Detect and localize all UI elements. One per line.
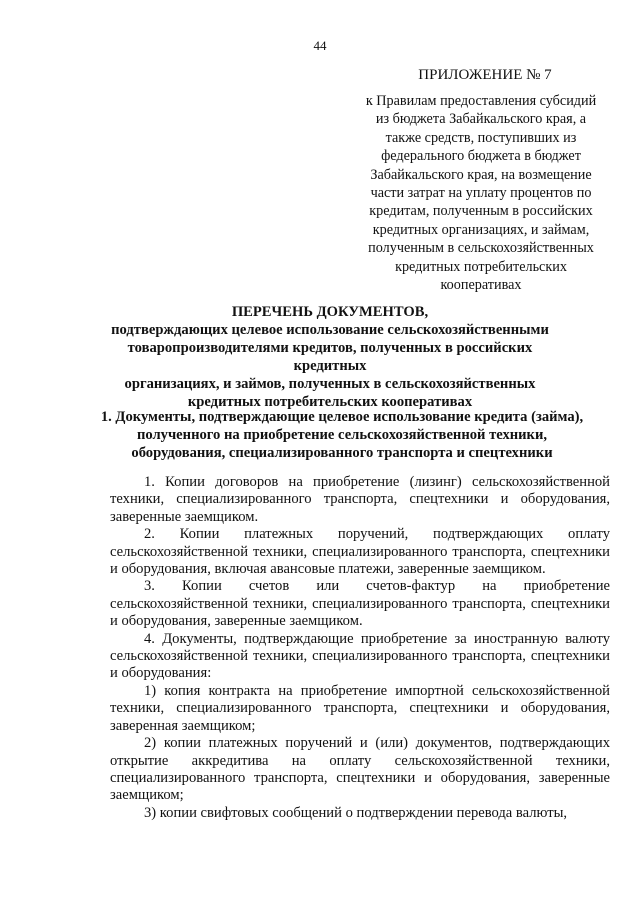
- section-heading: [100, 408, 584, 462]
- paragraph: 1. Копии договоров на приобретение (лизинг) сельскохозяйственной техники, специализированного транспорта, спецтехники и оборудования, заверенные заемщиком.: [110, 474, 610, 525]
- annex-subtitle-line: кредитных организациях, и займам,: [372, 221, 590, 238]
- document-heading: [100, 303, 560, 411]
- document-heading-line: организациях, и займов, полученных в сельскохозяйственных: [124, 376, 536, 392]
- section-heading-line: оборудования, специализированного транспорта и спецтехники: [131, 445, 553, 461]
- annex-subtitle-line: из бюджета Забайкальского края, а: [375, 111, 587, 128]
- paragraph: 4. Документы, подтверждающие приобретение за иностранную валюту сельскохозяйственной техники, специализированного транспорта, спецтехники и оборудования:: [110, 630, 610, 682]
- document-body: [110, 474, 610, 822]
- annex-subtitle-line: к Правилам предоставления субсидий: [365, 93, 597, 109]
- paragraph: 2) копии платежных поручений и (или) документов, подтверждающих открытие аккредитива на оплату сельскохозяйственной техники, специализированного транспорта, спецтехники и оборудования, заверенные заемщиком;: [110, 735, 610, 804]
- paragraph: 3) копии свифтовых сообщений о подтверждении перевода валюты,: [144, 804, 568, 821]
- paragraph: 3. Копии счетов или счетов-фактур на приобретение сельскохозяйственной техники, специализированного транспорта, спецтехники и оборудования, заверенные заемщиком.: [110, 578, 610, 630]
- annex-title: ПРИЛОЖЕНИЕ № 7: [418, 67, 552, 83]
- annex-subtitle-line: кредитам, полученным в российских: [369, 203, 593, 220]
- paragraph: 2. Копии платежных поручений, подтверждающих оплату сельскохозяйственной техники, специализированного транспорта, спецтехники и оборудования, включая авансовые платежи, заверенные заемщиком.: [110, 526, 610, 578]
- document-title: ПЕРЕЧЕНЬ ДОКУМЕНТОВ,: [231, 304, 429, 320]
- annex-subtitle-line: части затрат на уплату процентов по: [370, 185, 592, 202]
- document-heading-line: кредитных потребительских кооперативах: [187, 394, 473, 410]
- annex-subtitle: [352, 92, 610, 294]
- annex-subtitle-line: полученным в сельскохозяйственных: [368, 240, 594, 257]
- annex-subtitle-line: также средств, поступивших из: [385, 129, 577, 146]
- annex-subtitle-line: кредитных потребительских: [395, 258, 567, 275]
- section-heading-line: полученного на приобретение сельскохозяйственной техники,: [136, 427, 548, 443]
- document-heading-line: подтверждающих целевое использование сельскохозяйственными: [111, 322, 549, 338]
- document-heading-line: товаропроизводителями кредитов, полученных в российских кредитных: [127, 340, 533, 374]
- annex-subtitle-line: кооперативах: [440, 277, 522, 294]
- annex-subtitle-line: Забайкальского края, на возмещение: [370, 166, 592, 183]
- section-heading-line: 1. Документы, подтверждающие целевое использование кредита (займа),: [100, 409, 584, 425]
- annex-subtitle-line: федерального бюджета в бюджет: [381, 148, 581, 165]
- page-number: 44: [313, 38, 327, 53]
- paragraph: 1) копия контракта на приобретение импортной сельскохозяйственной техники, специализированного транспорта, спецтехники и оборудования, заверенная заемщиком;: [110, 682, 610, 734]
